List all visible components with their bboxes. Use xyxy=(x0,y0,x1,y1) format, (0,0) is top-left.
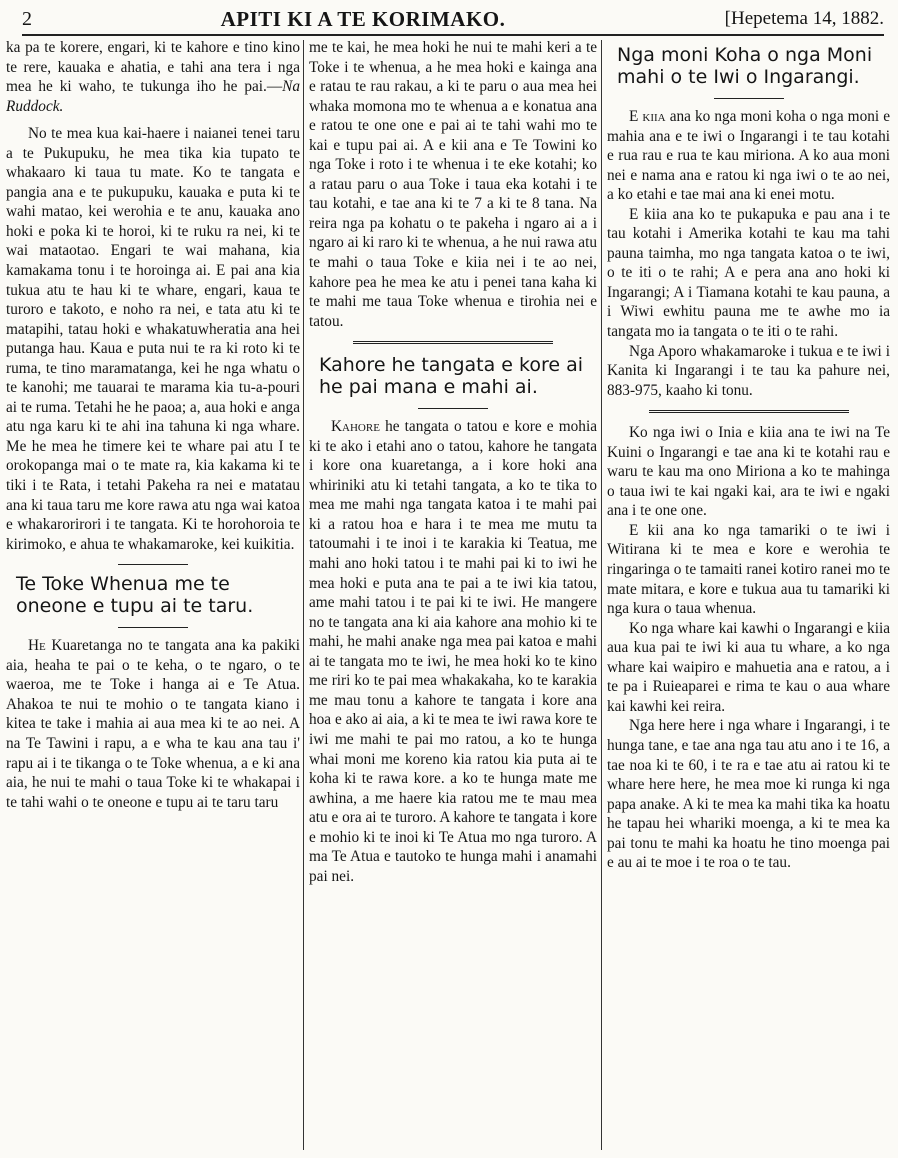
article-paragraph: Nga Aporo whakamaroke i tukua e te iwi i Kanita ki Ingarangi i te tau ka pahure nei, 883-975, kaaho ki tonu. xyxy=(607,342,890,399)
section-rule xyxy=(714,98,784,99)
section-rule xyxy=(118,564,188,565)
article-paragraph: me te kai, he mea hoki he nui te mahi keri a te Toke i te whenua, a he mea hoki e kainga ana e ratau te rau rakau, a ki te paru o aua mea hei whaka momona mo te whenua a e konatua ana e ratou te one one e pai ai te tahi wahi mo te kai e tupu pai ai. A e kii ana e Te Towini ko nga Toke i roto i te whenua i te eke kotahi; ko a ratau paru o aua Toke i taua eka kotahi i te tau kotahi, e tae ana ki te 7 a ki te 8 tana. Na reira nga pa kohatu o te pakeha i ngaro ai a i ngaro ai ki raro ki te whenua, a he nui rawa atu te mahi o taua Toke e kiia nei i te ao nei, kahore pea he mea ke atu i penei tana kaha ki te mahi me taua Toke whenua e tirohia nei e tatou. xyxy=(309,39,597,330)
article-text: ka pa te korere, engari, ki te kahore e tino kino te rere, kauaka e ahatia, e tahi ana tera i nga mea he ki waho, te tukunga iho he pai.— xyxy=(6,39,300,96)
article-paragraph: Ko nga whare kai kawhi o Ingarangi e kiia aua kua pai te iwi ki aua tu whare, a ko nga whare kai waipiro e mahuetia ana e ratou, a i te pa i Ruieaparei e rima te kau o aua whare kai kawhi kei reira. xyxy=(607,619,890,715)
article-paragraph: E kiia ana ko te pukapuka e pau ana i te tau kotahi i Amerika kotahi te kau ma tahi pauna taimha, mo nga tangata katoa o te iwi, o te iti o te rahi; A e pera ana ano hoki ki Ingarangi; A i Tiamana kotahi te kau pauna, a i Wiwi ewhitu pauna me te awhe mo ia tangata mo ia tangata o te iti o te rahi. xyxy=(607,205,890,341)
article-paragraph xyxy=(6,636,300,812)
section-rule xyxy=(418,408,488,409)
article-paragraph: Ko nga iwi o Inia e kiia ana te iwi na Te Kuini o Ingarangi e tae ana ki te kotahi rau e waru te kau ma ono Miriona a ko te mahinga o taua iwi te kai ngaki kai, ara te iwi e ngaki ana i te one one. xyxy=(607,424,890,520)
masthead-title: APITI KI A TE KORIMAKO. xyxy=(220,6,506,31)
column-divider xyxy=(601,40,602,1150)
section-rule xyxy=(353,341,553,346)
article-paragraph xyxy=(309,417,597,886)
section-rule xyxy=(118,627,188,628)
article-signature: Na Ruddock. xyxy=(6,78,300,115)
column-1 xyxy=(6,38,300,1152)
article-paragraph: No te mea kua kai-haere i naianei tenei taru a te Pukupuku, he mea tika kia tupato te whakaaro ki taua tu mate. Ko te tangata e pangia ana e te pukupuku, kauaka e puta ki te wahi matao, kei werohia e te anu, kauaka ano hoki e poka ki te horoi, ki te ruku ra nei, ki te wai mataotao. Engari te wai mahana, kia kamakama tonu i te horoinga ai. E pai ana kia tukua atu te hau ki te whare, engari, kaua te turoro e takoto, e noho ra nei, e tata atu ki te matapihi, tatau hoki e whakatuwheratia ana hei putanga hau. Kaua e puta nui te ra ki roto ki te ruma, te tino maramatanga, kei he nga whatu o te kanohi; me tauarai te marama kia tu-a-pouri ai te ruma. Tetahi he he paoa; a, aua hoki e anga atu nga karu ki te ahi ina tahuna ki nga whare. Me he mea he timere kei te whare pai atu I te orokopanga mai o te mate ra, kia kakama ki te tiki i te Rata, i tetahi Pakeha ra nei e matatau ana ki taua taru me kore rawa atu nga wai katoa e whakarorirori i te tangata. Ki te horohoroia te kirimoko, e ahua te whakamaroke, kei kuikitia. xyxy=(6,125,300,553)
article-heading: Kahore he tangata e kore ai he pai mana e mahi ai. xyxy=(319,354,584,399)
lead-word: He xyxy=(28,637,46,655)
issue-date: [Hepetema 14, 1882. xyxy=(724,8,884,29)
article-heading: Nga moni Koha o nga Moni mahi o te Iwi o Ingarangi. xyxy=(617,44,873,88)
article-text: he tangata o tatou e kore e mohia ki te ako i etahi ano o tatou, kahore he tangata i kore ona kuaretanga, a i kore hoki ana whiriniki atu ki tetahi tangata, a ko te tika to mea me mahi nga tangata katoa i te mahi pai ki a ratou hoa e hara i te mea me mutu ta tatoumahi i te inoi i te karakia ki Teatua, me mahi ano hoki tatou i te mahi pai ki to iwi he mea hoki e puta ana te pai a te iwi kia tatou, ame mahi tatou i te pai ki te iwi. He mangere no te tangata ana ki aia kahore ana mohio ki te mahi, he mahi anake nga mea pai katoa e mahi ai te tangata mo te iwi, he mea hoki ko te kino me riri ko te pai mea whakakaha, ko te karakia me mau tonu a kahore te tangata i kore ana hoa e ako ai aia, a ki te mea te iwi rawa kore te iwi me mahi te pai mo ratou, a ko te hunga whai moni me koreno kia ratou kia puta ai te koha ki te rawa kore. a ko te hunga mate me awhina, a me haere kia ratou me te mau mea atu e ora ai te turoro. A kahore te tangata i kore e mohio ki te inoi ki Te Atua mo nga turoro. A ma Te Atua e tautoko te hunga mahi i anamahi pai nei. xyxy=(309,418,597,885)
column-3 xyxy=(607,38,890,1152)
article-text: Kuaretanga no te tangata ana ka pakiki aia, heaha te pai o te keha, o te ngaro, o te waeroa, me te Toke i hanga ai e Te Atua. Ahakoa te nui te mohio o te tangata kiano i kitea te take i mahia ai aua mea ki te ao nei. A na Te Tawini i rapu, a e wha te kau ana tau i' rapu ai i te tikanga o te Toke whenua, a e ki ana aia, he nui te mahi o taua Toke ki te whakapai i te tahi wahi o te oneone e tupu ai te taru taru xyxy=(6,637,300,811)
column-divider xyxy=(303,40,304,1150)
lead-word: E kiia xyxy=(629,108,666,125)
page-header xyxy=(22,4,884,36)
article-heading: Te Toke Whenua me te oneone e tupu ai te taru. xyxy=(16,573,254,618)
article-text: ana ko nga moni koha o nga moni e mahia ana e te iwi o Ingarangi i te tau kotahi e rua rau e rua te kau miriona. A ko aua moni nei e nama ana e ratou ki nga iwi o te ao nei, a ko etahi e tae mai ana ki enei motu. xyxy=(607,108,890,204)
page-number: 2 xyxy=(22,7,32,30)
continued-article xyxy=(6,38,300,116)
article-paragraph: Nga here here i nga whare i Ingarangi, i te hunga tane, e tae ana nga tau atu ano i te 16, a tae noa ki te 60, i te ra e tae atu ai ratou ki te whare here here, he mea moe ki runga ki nga papa anake. A ki te mea ka mahi tika ka hoatu he tapau hei whariki moenga, a ki te mea ka pai tonu te mahi ka hoatu he tino moenga pai e au ai te moe i te roa o te tau. xyxy=(607,717,890,872)
section-rule xyxy=(649,410,849,415)
article-paragraph xyxy=(607,107,890,205)
lead-word: Kahore xyxy=(331,418,380,436)
column-2 xyxy=(309,38,597,1152)
article-paragraph: E kii ana ko nga tamariki o te iwi i Witirana ki te mea e kore e werohia te ringaringa o te tamaiti ranei kotiro ranei mo te mate mitara, e kore e tukua aua tu tamariki ki nga kura o taua whenua. xyxy=(607,521,890,618)
